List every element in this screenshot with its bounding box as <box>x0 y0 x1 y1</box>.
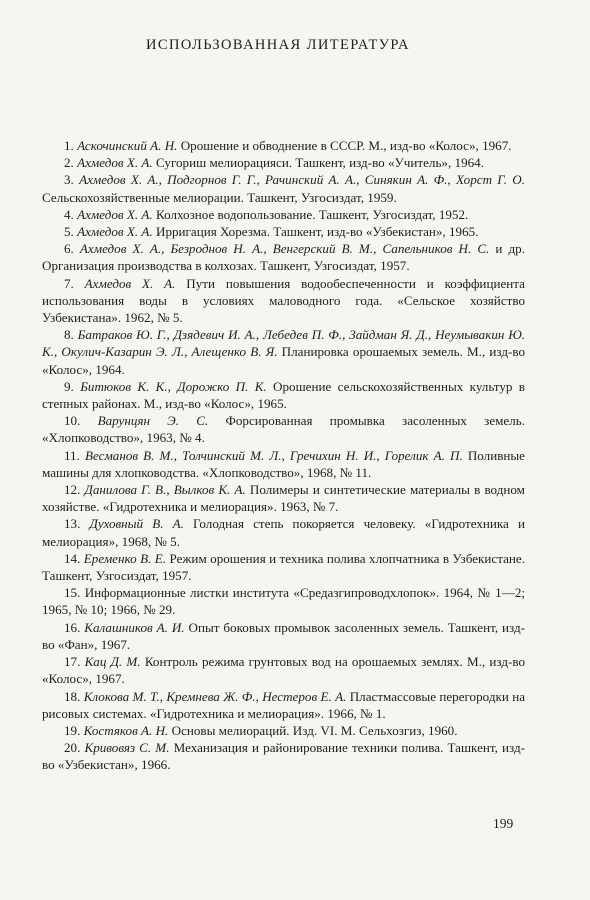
reference-author: Ахмедов Х. А. <box>84 275 176 291</box>
reference-number: 15. <box>64 585 81 601</box>
reference-text: Орошение и обводнение в СССР. М., изд-во «Колос», 1967. <box>180 138 512 153</box>
reference-text: Голодная степь покоряется человеку. «Гидротехника и мелиорация», 1968, № 5. <box>42 516 525 549</box>
reference-text: Механизация и районирование техники полива. Ташкент, изд-во «Узбекистан», 1966. <box>42 740 525 773</box>
reference-entry <box>42 481 525 515</box>
reference-text: Опыт боковых промывок засоленных земель. Ташкент, изд-во «Фан», 1967. <box>42 619 526 652</box>
reference-number: 2. <box>64 155 74 171</box>
reference-entry <box>42 275 525 327</box>
reference-author: Ахмедов Х. А. <box>77 155 153 171</box>
reference-entry <box>42 550 525 584</box>
reference-number: 5. <box>64 224 74 240</box>
reference-number: 14. <box>64 550 81 566</box>
page-number: 199 <box>493 816 514 831</box>
reference-text: и др. Организация производства в колхозах. Ташкент, Узгосиздат, 1957. <box>42 241 525 274</box>
reference-number: 11. <box>64 447 80 463</box>
reference-entry <box>42 688 525 722</box>
reference-author: Духовный В. А. <box>89 516 184 532</box>
reference-author: Батраков Ю. Г., Дзядевич И. А., Лебедев П. Ф., Зайдман Я. Д., Неумывакин Ю. К., Окулич-Казарин Э. Л., Алещенко В. Я. <box>42 327 525 360</box>
reference-text: Поливные машины для хлопководства. «Хлопководство», 1968, № 11. <box>42 447 525 480</box>
reference-entry <box>42 223 525 240</box>
reference-author: Клокова М. Т., Кремнева Ж. Ф., Нестеров Е. А. <box>83 688 347 704</box>
reference-author: Аскочинский А. Н. <box>77 138 178 153</box>
reference-text: Сугориш мелиорацияси. Ташкент, изд-во «Учитель», 1964. <box>156 155 484 171</box>
reference-number: 17. <box>64 654 81 670</box>
reference-number: 19. <box>64 722 81 738</box>
reference-number: 13. <box>64 516 81 532</box>
reference-entry <box>42 240 525 274</box>
reference-entry <box>42 326 525 378</box>
reference-number: 6. <box>64 241 74 257</box>
reference-author: Кривовяз С. М. <box>84 740 170 756</box>
reference-number: 3. <box>64 172 74 188</box>
reference-text: Режим орошения и техника полива хлопчатника в Узбекистане. Ташкент, Узгосиздат, 1957. <box>42 550 525 584</box>
reference-author: Калашников А. И. <box>84 619 185 635</box>
reference-number: 16. <box>64 619 81 635</box>
reference-author: Ахмедов Х. А. <box>77 206 153 222</box>
reference-author: Битюков К. К., Дорожко П. К. <box>80 378 267 394</box>
reference-entry <box>42 739 525 773</box>
reference-list <box>42 137 525 774</box>
reference-entry <box>42 378 525 412</box>
reference-entry <box>42 412 525 446</box>
reference-number: 4. <box>64 206 74 222</box>
reference-number: 12. <box>64 482 81 498</box>
reference-number: 7. <box>64 275 74 291</box>
reference-entry <box>42 653 525 687</box>
reference-entry <box>42 584 525 618</box>
reference-entry <box>42 447 525 481</box>
reference-entry <box>42 515 525 549</box>
reference-text: Ирригация Хорезма. Ташкент, изд-во «Узбекистан», 1965. <box>156 224 479 240</box>
reference-text: Контроль режима грунтовых вод на орошаемых землях. М., изд-во «Колос», 1967. <box>42 654 525 687</box>
reference-author: Ахмедов Х. А., Безроднов Н. А., Венгерский В. М., Сапельников Н. С. <box>79 241 490 257</box>
reference-number: 18. <box>64 688 81 704</box>
reference-entry <box>42 619 525 653</box>
reference-entry <box>42 137 525 154</box>
reference-entry <box>42 206 525 223</box>
reference-text: Пластмассовые перегородки на рисовых системах. «Гидротехника и мелиорация». 1966, № 1. <box>42 688 526 721</box>
reference-entry <box>42 154 525 171</box>
reference-author: Ахмедов Х. А., Подгорнов Г. Г., Рачинский А. А., Синякин А. Ф., Хорст Г. О. <box>79 172 526 188</box>
reference-text: Форсированная промывка засоленных земель. «Хлопководство», 1963, № 4. <box>42 413 526 446</box>
reference-entry <box>42 171 525 205</box>
reference-number: 1. <box>64 138 74 153</box>
reference-text: Основы мелиораций. Изд. VI. М. Сельхозгиз, 1960. <box>171 722 458 738</box>
reference-number: 10. <box>64 413 81 429</box>
reference-author: Ахмедов Х. А. <box>77 224 153 240</box>
reference-text: Планировка орошаемых земель. М., изд-во «Колос», 1964. <box>42 344 525 377</box>
reference-text: Колхозное водопользование. Ташкент, Узгосиздат, 1952. <box>156 206 469 222</box>
reference-text: Пути повышения водообеспеченности и коэффициента использования воды в условиях маловодного года. «Сельское хозяйство Узбекистана». 1962, № 5. <box>42 275 525 326</box>
reference-number: 8. <box>64 327 74 343</box>
reference-author: Данилова Г. В., Вылков К. А. <box>84 482 246 498</box>
reference-author: Варунцян Э. С. <box>97 413 209 429</box>
reference-text: Орошение сельскохозяйственных культур в степных районах. М., изд-во «Колос», 1965. <box>42 378 525 412</box>
page-heading: ИСПОЛЬЗОВАННАЯ ЛИТЕРАТУРА <box>146 37 410 53</box>
reference-number: 20. <box>64 740 81 756</box>
reference-author: Кац Д. М. <box>84 654 141 670</box>
reference-author: Костяков А. Н. <box>83 722 169 738</box>
reference-text: Информационные листки института «Средазгипроводхлопок». 1964, № 1—2; 1965, № 10; 1966, № 29. <box>42 585 526 618</box>
reference-number: 9. <box>64 378 74 394</box>
reference-entry <box>42 722 525 739</box>
reference-text: Полимеры и синтетические материалы в водном хозяйстве. «Гидротехника и мелиорация». 1963, № 7. <box>42 482 525 515</box>
reference-text: Сельскохозяйственные мелиорации. Ташкент, Узгосиздат, 1959. <box>42 189 397 205</box>
reference-author: Еременко В. Е. <box>83 550 167 566</box>
reference-author: Весманов В. М., Толчинский М. Л., Гречихин Н. И., Горелик А. П. <box>85 447 463 463</box>
